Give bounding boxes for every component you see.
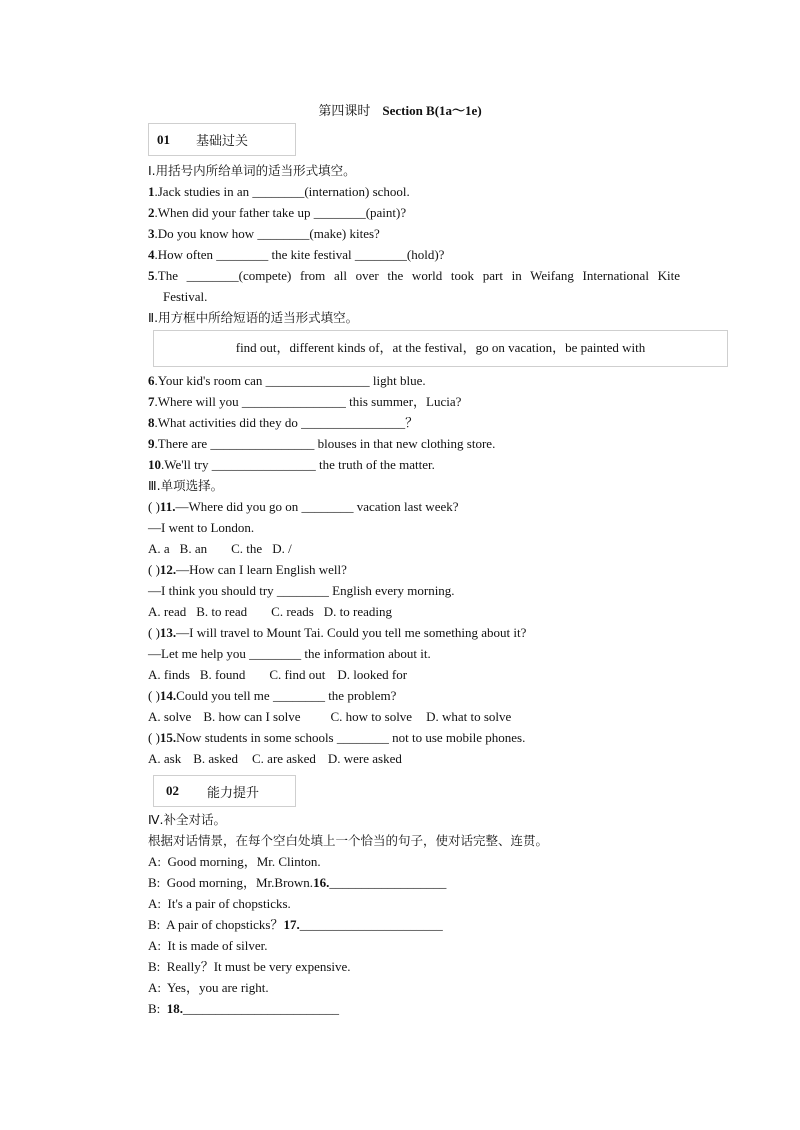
part4-heading: Ⅳ.补全对话。 bbox=[148, 812, 227, 827]
section-tag-basic bbox=[148, 123, 296, 156]
phrase-box: find out，different kinds of，at the festival，go on vacation，be painted with bbox=[153, 330, 728, 367]
question-12-reply: —I think you should try ________ English every morning. bbox=[148, 583, 455, 598]
question-6: 6.Your kid's room can ________________ light blue. bbox=[148, 373, 426, 388]
question-14-options: A. solve B. how can I solve C. how to solve D. what to solve bbox=[148, 709, 512, 724]
question-10: 10.We'll try ________________ the truth of the matter. bbox=[148, 457, 435, 472]
question-1: 1.Jack studies in an ________(internation) school. bbox=[148, 184, 410, 199]
question-8: 8.What activities did they do ________________？ bbox=[148, 415, 419, 430]
part4-intro: 根据对话情景，在每个空白处填上一个恰当的句子，使对话完整、连贯。 bbox=[148, 833, 549, 848]
question-4: 4.How often ________ the kite festival ________(hold)? bbox=[148, 247, 445, 262]
question-11-reply: —I went to London. bbox=[148, 520, 255, 535]
part1-heading: Ⅰ.用括号内所给单词的适当形式填空。 bbox=[148, 163, 356, 178]
section-label: 基础过关 bbox=[196, 133, 249, 148]
question-2: 2.When did your father take up ________(paint)? bbox=[148, 205, 407, 220]
title-zh: 第四课时 bbox=[318, 103, 371, 118]
question-7: 7.Where will you ________________ this summer，Lucia? bbox=[148, 394, 462, 409]
question-5-continuation: Festival. bbox=[163, 289, 208, 304]
dialogue-line: B: 18.________________________ bbox=[148, 1001, 340, 1016]
question-13-options: A. finds B. found C. find out D. looked for bbox=[148, 667, 408, 682]
section-number: 01 bbox=[157, 131, 170, 147]
part4-block bbox=[148, 809, 708, 1019]
dialogue-line: A: Yes，you are right. bbox=[148, 980, 269, 995]
question-5: 5.The ________(compete) from all over the world took part in Weifang International Kite bbox=[148, 268, 680, 283]
section-tag-advanced bbox=[153, 775, 296, 807]
question-12-options: A. read B. to read C. reads D. to reading bbox=[148, 604, 393, 619]
part1-block bbox=[148, 160, 680, 328]
dialogue-line: A: It is made of silver. bbox=[148, 938, 268, 953]
question-3: 3.Do you know how ________(make) kites? bbox=[148, 226, 380, 241]
dialogue-line: B: A pair of chopsticks？17.______________________ bbox=[148, 917, 443, 932]
dialogue-line: A: Good morning，Mr. Clinton. bbox=[148, 854, 321, 869]
question-12: ( )12.—How can I learn English well? bbox=[148, 562, 347, 577]
section-label: 能力提升 bbox=[207, 784, 260, 800]
question-11: ( )11.—Where did you go on ________ vacation last week? bbox=[148, 499, 459, 514]
dialogue-line: B: Good morning，Mr.Brown.16.__________________ bbox=[148, 875, 447, 890]
page-title bbox=[0, 100, 800, 119]
question-14: ( )14.Could you tell me ________ the problem? bbox=[148, 688, 397, 703]
question-11-options: A. a B. an C. the D. / bbox=[148, 541, 292, 556]
part3-heading: Ⅲ.单项选择。 bbox=[148, 478, 224, 493]
part2-heading: Ⅱ.用方框中所给短语的适当形式填空。 bbox=[148, 310, 359, 325]
dialogue-line: B: Really？It must be very expensive. bbox=[148, 959, 351, 974]
part2-part3-block bbox=[148, 370, 680, 769]
section-number: 02 bbox=[166, 783, 179, 798]
question-15-options: A. ask B. asked C. are asked D. were asked bbox=[148, 751, 402, 766]
question-9: 9.There are ________________ blouses in that new clothing store. bbox=[148, 436, 496, 451]
question-13: ( )13.—I will travel to Mount Tai. Could you tell me something about it? bbox=[148, 625, 527, 640]
question-13-reply: —Let me help you ________ the information about it. bbox=[148, 646, 431, 661]
dialogue-line: A: It's a pair of chopsticks. bbox=[148, 896, 291, 911]
title-en: Section B(1a～1e) bbox=[382, 103, 482, 118]
question-15: ( )15.Now students in some schools ________ not to use mobile phones. bbox=[148, 730, 526, 745]
